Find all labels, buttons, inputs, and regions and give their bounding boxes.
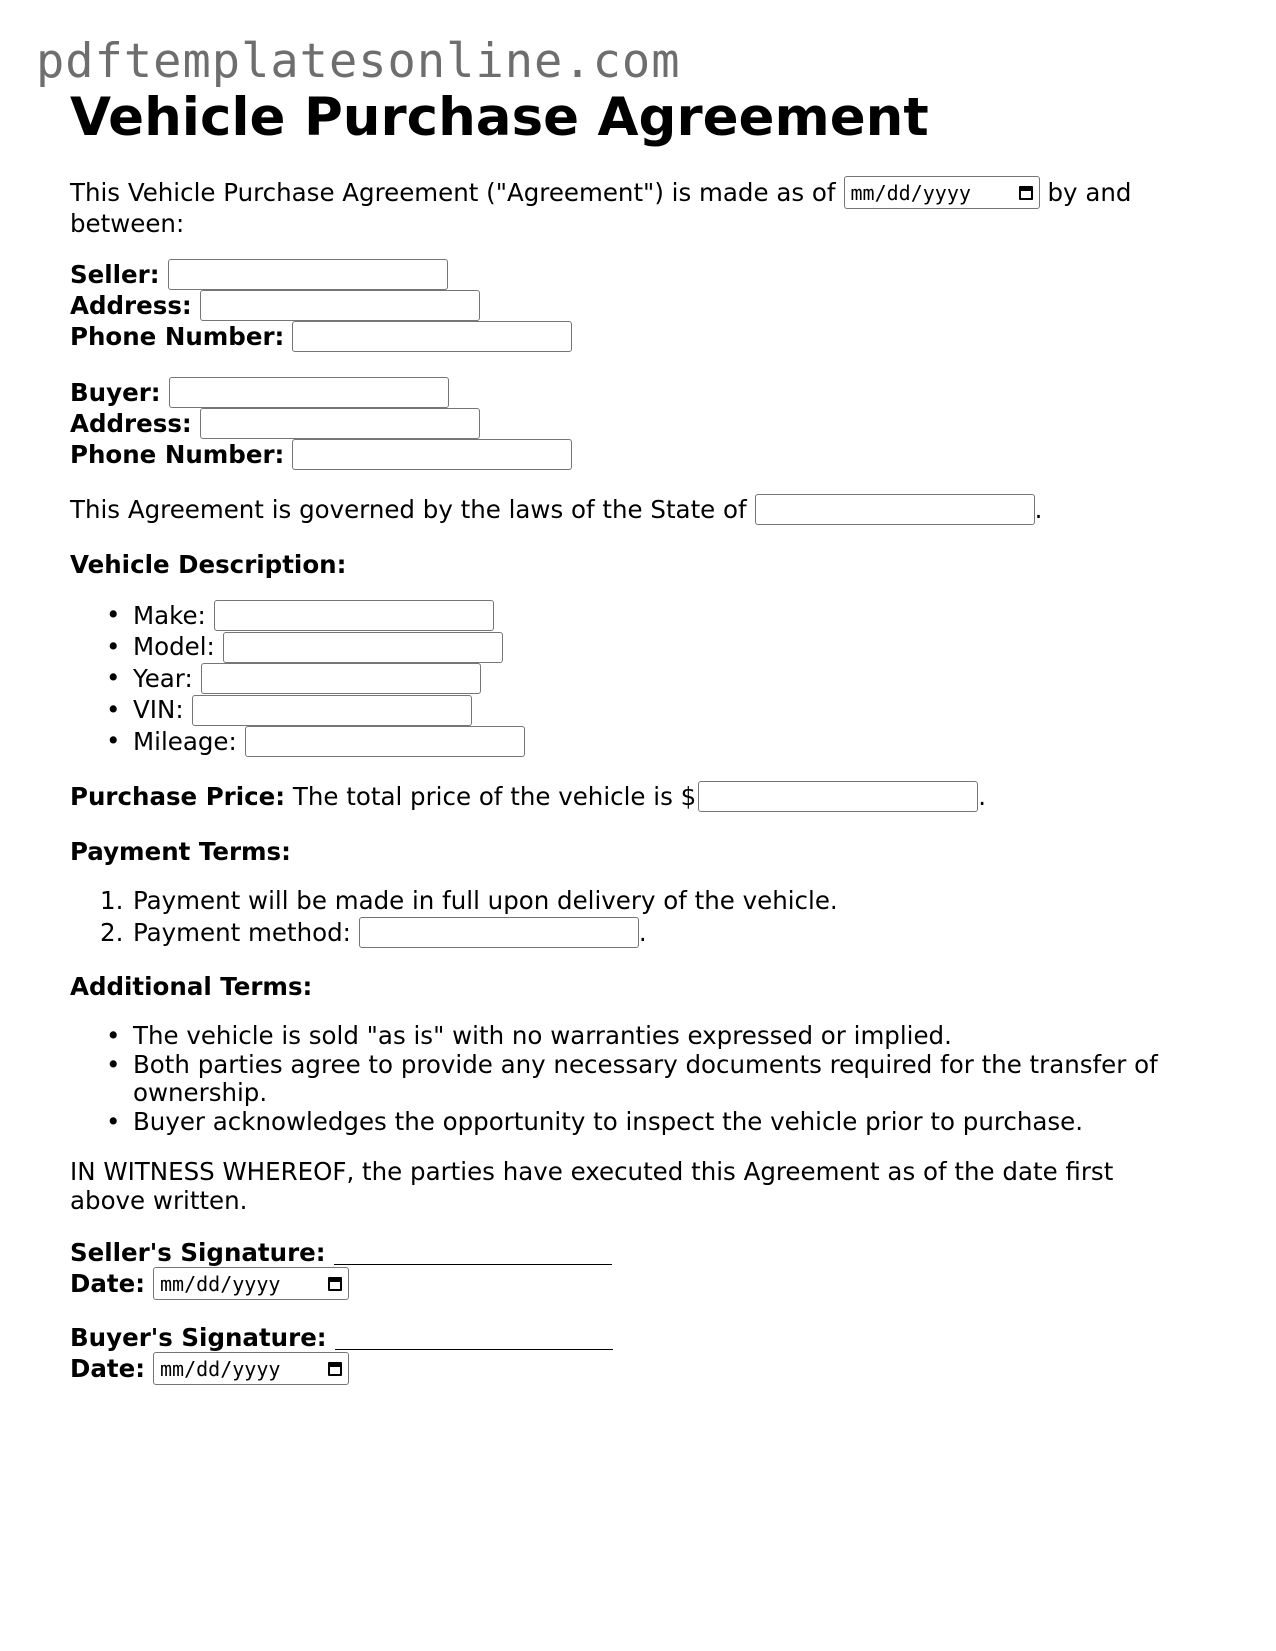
seller-signature-label: Seller's Signature: bbox=[70, 1237, 326, 1267]
buyer-date-label: Date: bbox=[70, 1353, 145, 1383]
list-item: • Both parties agree to provide any necessary documents required for the transfer of ownership. bbox=[106, 1049, 1158, 1107]
payment-end: . bbox=[638, 917, 647, 947]
calendar-icon[interactable] bbox=[328, 1277, 342, 1291]
list-item: 1. Payment will be made in full upon delivery of the vehicle. bbox=[100, 886, 838, 915]
price-input[interactable] bbox=[698, 781, 978, 812]
make-input[interactable] bbox=[214, 600, 494, 631]
make-label: Make: bbox=[133, 600, 206, 630]
intro-text-after: by and bbox=[1047, 177, 1132, 207]
list-item: • Model: bbox=[70, 632, 1230, 664]
additional-heading: Additional Terms: bbox=[70, 971, 313, 1001]
payment-section bbox=[70, 835, 1230, 949]
buyer-address-label: Address: bbox=[70, 408, 192, 438]
buyer-signature-block bbox=[70, 1323, 1230, 1385]
seller-section bbox=[70, 258, 1230, 353]
seller-phone-input[interactable] bbox=[292, 321, 572, 352]
governing-text: This Agreement is governed by the laws of the State of bbox=[70, 494, 747, 524]
agreement-date-input[interactable] bbox=[844, 176, 1040, 209]
seller-label: Seller: bbox=[70, 259, 160, 289]
calendar-icon[interactable] bbox=[328, 1362, 342, 1376]
purchase-price bbox=[70, 780, 1230, 813]
buyer-label: Buyer: bbox=[70, 377, 161, 407]
payment-list bbox=[70, 886, 1230, 949]
vehicle-list bbox=[70, 600, 1230, 758]
buyer-date-input[interactable] bbox=[153, 1352, 349, 1385]
buyer-phone-input[interactable] bbox=[292, 439, 572, 470]
payment-term-1: Payment will be made in full upon delivery of the vehicle. bbox=[133, 886, 838, 915]
seller-date-label: Date: bbox=[70, 1268, 145, 1298]
buyer-address-input[interactable] bbox=[200, 408, 480, 439]
intro-paragraph bbox=[70, 176, 1230, 239]
additional-list bbox=[70, 1022, 1230, 1136]
governing-law bbox=[70, 493, 1230, 526]
witness-line1: IN WITNESS WHEREOF, the parties have executed this Agreement as of the date first bbox=[70, 1157, 1114, 1186]
vehicle-heading: Vehicle Description: bbox=[70, 549, 347, 579]
date-placeholder: mm/dd/yyyy bbox=[160, 1271, 281, 1296]
price-text: The total price of the vehicle is $ bbox=[292, 781, 697, 811]
state-input[interactable] bbox=[755, 494, 1035, 525]
term-documents-cont: ownership. bbox=[133, 1078, 268, 1107]
year-label: Year: bbox=[133, 663, 193, 693]
term-inspect: Buyer acknowledges the opportunity to inspect the vehicle prior to purchase. bbox=[133, 1106, 1084, 1136]
mileage-label: Mileage: bbox=[133, 726, 237, 756]
vehicle-section bbox=[70, 548, 1230, 758]
price-end: . bbox=[978, 781, 987, 811]
model-label: Model: bbox=[133, 632, 215, 662]
year-input[interactable] bbox=[201, 663, 481, 694]
mileage-input[interactable] bbox=[245, 726, 525, 757]
watermark: pdftemplatesonline.com bbox=[36, 34, 681, 89]
term-documents: Both parties agree to provide any necessary documents required for the transfer of bbox=[133, 1049, 1158, 1079]
payment-heading: Payment Terms: bbox=[70, 836, 291, 866]
payment-method-label: Payment method: bbox=[133, 917, 351, 947]
buyer-name-input[interactable] bbox=[169, 377, 449, 408]
seller-signature-block bbox=[70, 1238, 1230, 1300]
buyer-section bbox=[70, 376, 1230, 471]
list-item: • Make: bbox=[70, 600, 1230, 632]
buyer-signature-label: Buyer's Signature: bbox=[70, 1322, 327, 1352]
seller-signature-line[interactable] bbox=[334, 1240, 612, 1265]
payment-method-input[interactable] bbox=[359, 917, 639, 948]
seller-address-label: Address: bbox=[70, 290, 192, 320]
date-placeholder: mm/dd/yyyy bbox=[850, 180, 971, 205]
intro-text-line2: between: bbox=[70, 209, 185, 238]
list-item: • Year: bbox=[70, 663, 1230, 695]
governing-end: . bbox=[1034, 494, 1043, 524]
list-item: • The vehicle is sold "as is" with no warranties expressed or implied. bbox=[106, 1021, 952, 1050]
list-item: • Buyer acknowledges the opportunity to inspect the vehicle prior to purchase. bbox=[106, 1106, 1084, 1136]
seller-phone-label: Phone Number: bbox=[70, 321, 285, 351]
buyer-signature-line[interactable] bbox=[335, 1325, 613, 1350]
additional-section bbox=[70, 970, 1230, 1136]
list-item: • VIN: bbox=[70, 695, 1230, 727]
vin-input[interactable] bbox=[192, 695, 472, 726]
vin-label: VIN: bbox=[133, 695, 184, 725]
intro-text: This Vehicle Purchase Agreement ("Agreement") is made as of bbox=[70, 177, 836, 207]
page-title: Vehicle Purchase Agreement bbox=[70, 87, 929, 148]
seller-address-input[interactable] bbox=[200, 290, 480, 321]
witness-paragraph bbox=[70, 1158, 1230, 1215]
date-placeholder: mm/dd/yyyy bbox=[160, 1356, 281, 1381]
buyer-phone-label: Phone Number: bbox=[70, 439, 285, 469]
price-label: Purchase Price: bbox=[70, 781, 286, 811]
model-input[interactable] bbox=[223, 632, 503, 663]
witness-line2: above written. bbox=[70, 1185, 248, 1215]
seller-name-input[interactable] bbox=[168, 259, 448, 290]
calendar-icon[interactable] bbox=[1019, 186, 1033, 200]
list-item: 2. Payment method: . bbox=[100, 917, 647, 947]
seller-date-input[interactable] bbox=[153, 1267, 349, 1300]
list-item: • Mileage: bbox=[70, 726, 1230, 758]
term-as-is: The vehicle is sold "as is" with no warranties expressed or implied. bbox=[133, 1021, 952, 1050]
